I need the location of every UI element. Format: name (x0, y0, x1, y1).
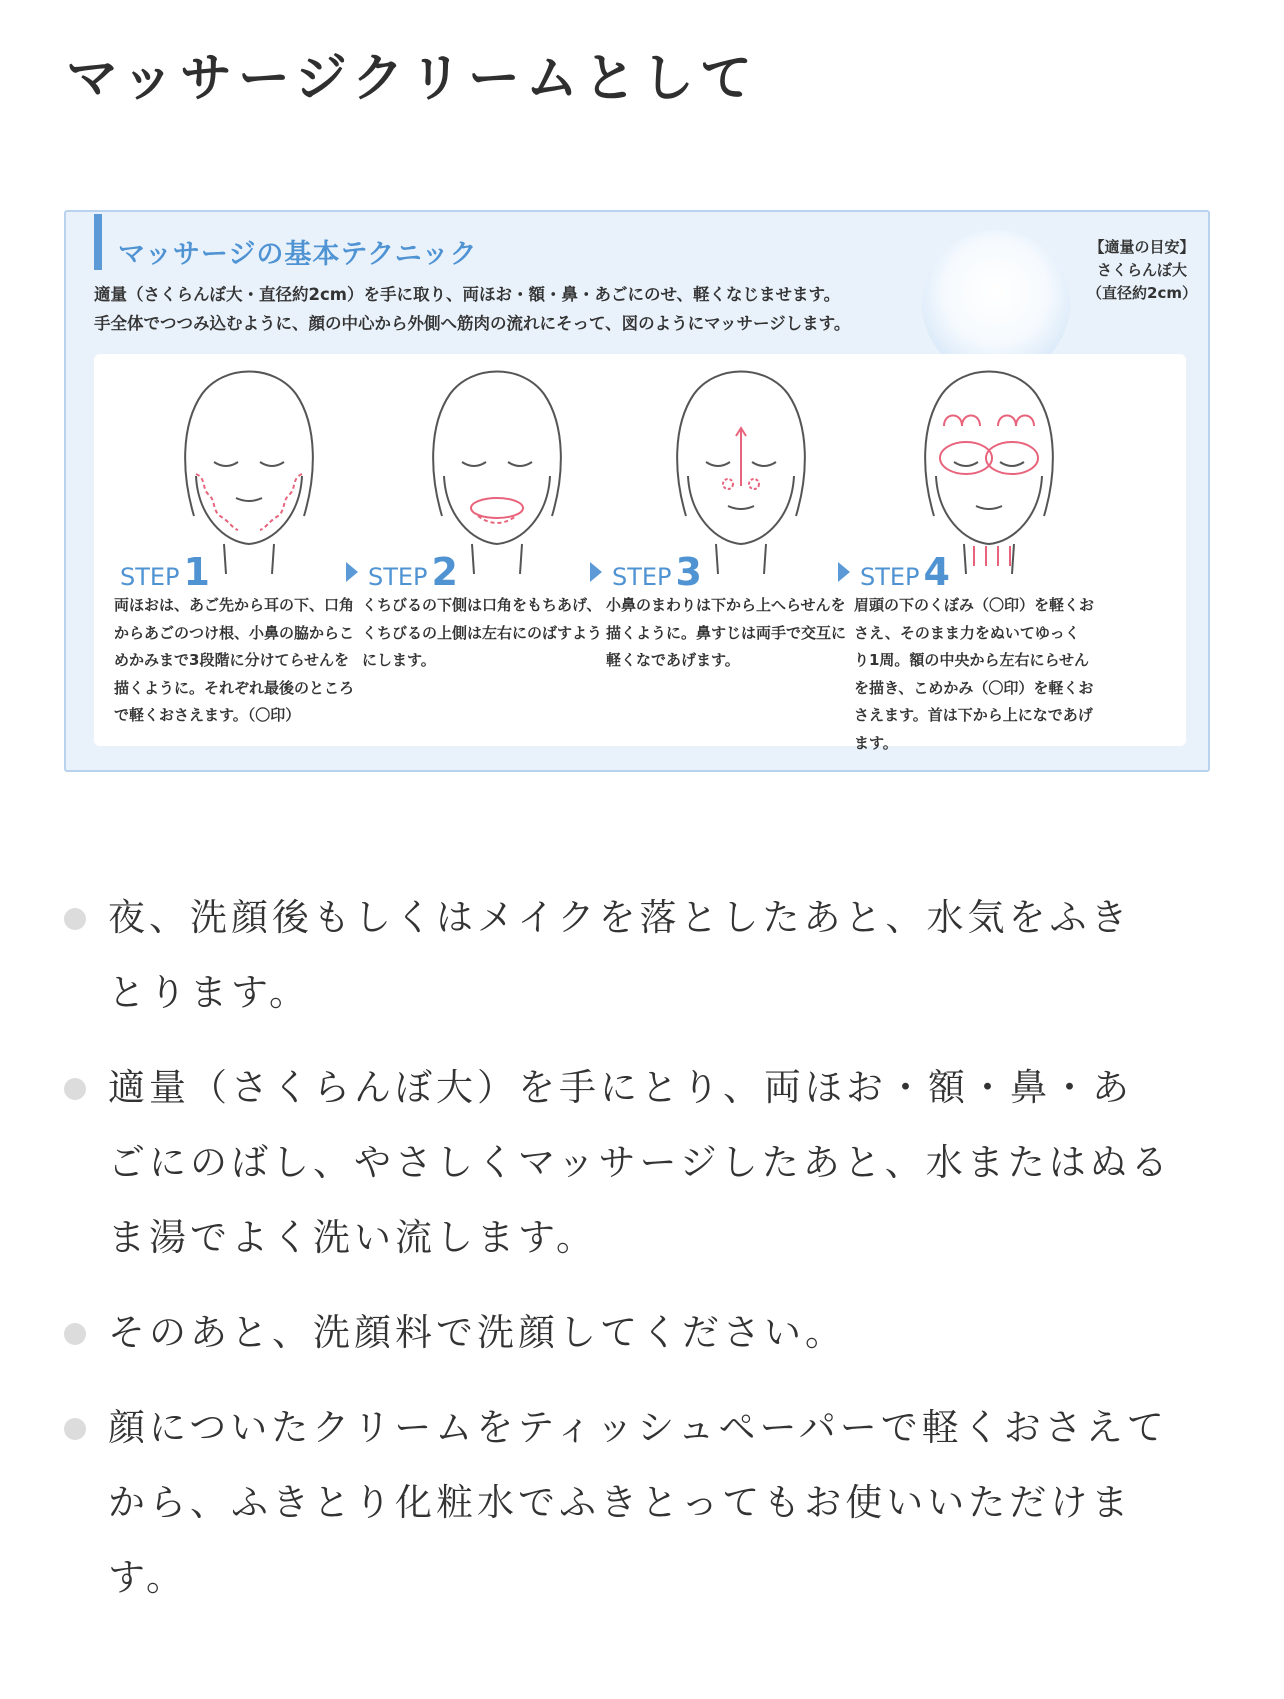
amount-note (1072, 236, 1212, 305)
bullet-dot-icon (64, 1078, 86, 1100)
step-arrow-icon (838, 562, 850, 582)
bullet-dot-icon (64, 1323, 86, 1345)
figure-title: マッサージの基本テクニック (118, 239, 478, 270)
description-line: 手全体でつつみ込むように、顔の中心から外側へ筋肉の流れにそって、図のようにマッサージします。 (94, 314, 851, 333)
face-step-3-icon (666, 366, 816, 574)
title-accent-bar (94, 214, 102, 270)
step-1-text: 両ほおは、あご先から耳の下、口角からあごのつけ根、小鼻の脇からこめかみまで3段階に分けてらせんを描くように。それぞれ最後のところで軽くおさえます。（〇印） (114, 596, 355, 724)
step-2-text: くちびるの下側は口角をもちあげ、くちびるの上側は左右にのばすようにします。 (362, 596, 603, 669)
step-arrow-icon (346, 562, 358, 582)
step-2-label: STEP 2 (368, 550, 458, 594)
amount-note-heading: 【適量の目安】 (1089, 238, 1195, 256)
face-step-4-icon (914, 366, 1064, 574)
list-item (62, 1390, 1172, 1615)
step-3-text: 小鼻のまわりは下から上へらせんを描くように。鼻すじは両手で交互に軽くなであげます。 (606, 596, 847, 669)
bullet-dot-icon (64, 908, 86, 930)
list-item-text: 顔についたクリームをティッシュペーパーで軽くおさえてから、ふきとり化粧水でふきとってもお使いいただけます。 (108, 1406, 1168, 1599)
step-4-label: STEP 4 (860, 550, 950, 594)
figure-description (94, 280, 914, 338)
step-arrow-icon (590, 562, 602, 582)
step-3-label: STEP 3 (612, 550, 702, 594)
step-1-label: STEP 1 (120, 550, 210, 594)
massage-technique-figure (64, 210, 1210, 772)
instruction-list (62, 880, 1172, 1635)
steps-container (94, 354, 1186, 752)
step-4-text: 眉頭の下のくぼみ（〇印）を軽くおさえ、そのまま力をぬいてゆっくり1周。額の中央から左右にらせんを描き、こめかみ（〇印）を軽くおさえます。首は下から上になであげます。 (854, 596, 1095, 752)
bullet-dot-icon (64, 1418, 86, 1440)
amount-note-diameter: （直径約2cm） (1087, 284, 1197, 302)
list-item-text: そのあと、洗顔料で洗顔してください。 (108, 1311, 846, 1354)
list-item (62, 1295, 1172, 1370)
page-title: マッサージクリームとして (66, 49, 758, 109)
amount-note-size: さくらんぼ大 (1096, 261, 1187, 279)
list-item (62, 880, 1172, 1030)
list-item-text: 夜、洗顔後もしくはメイクを落としたあと、水気をふきとります。 (108, 896, 1132, 1014)
list-item-text: 適量（さくらんぼ大）を手にとり、両ほお・額・鼻・あごにのばし、やさしくマッサージしたあと、水またはぬるま湯でよく洗い流します。 (108, 1066, 1172, 1259)
step-3 (606, 354, 856, 746)
description-line: 適量（さくらんぼ大・直径約2cm）を手に取り、両ほお・額・鼻・あごにのせ、軽くなじませます。 (94, 285, 841, 304)
face-step-2-icon (422, 366, 572, 574)
face-step-1-icon (174, 366, 324, 574)
step-1 (114, 354, 364, 746)
step-2 (362, 354, 612, 746)
list-item (62, 1050, 1172, 1275)
step-4 (854, 354, 1104, 752)
